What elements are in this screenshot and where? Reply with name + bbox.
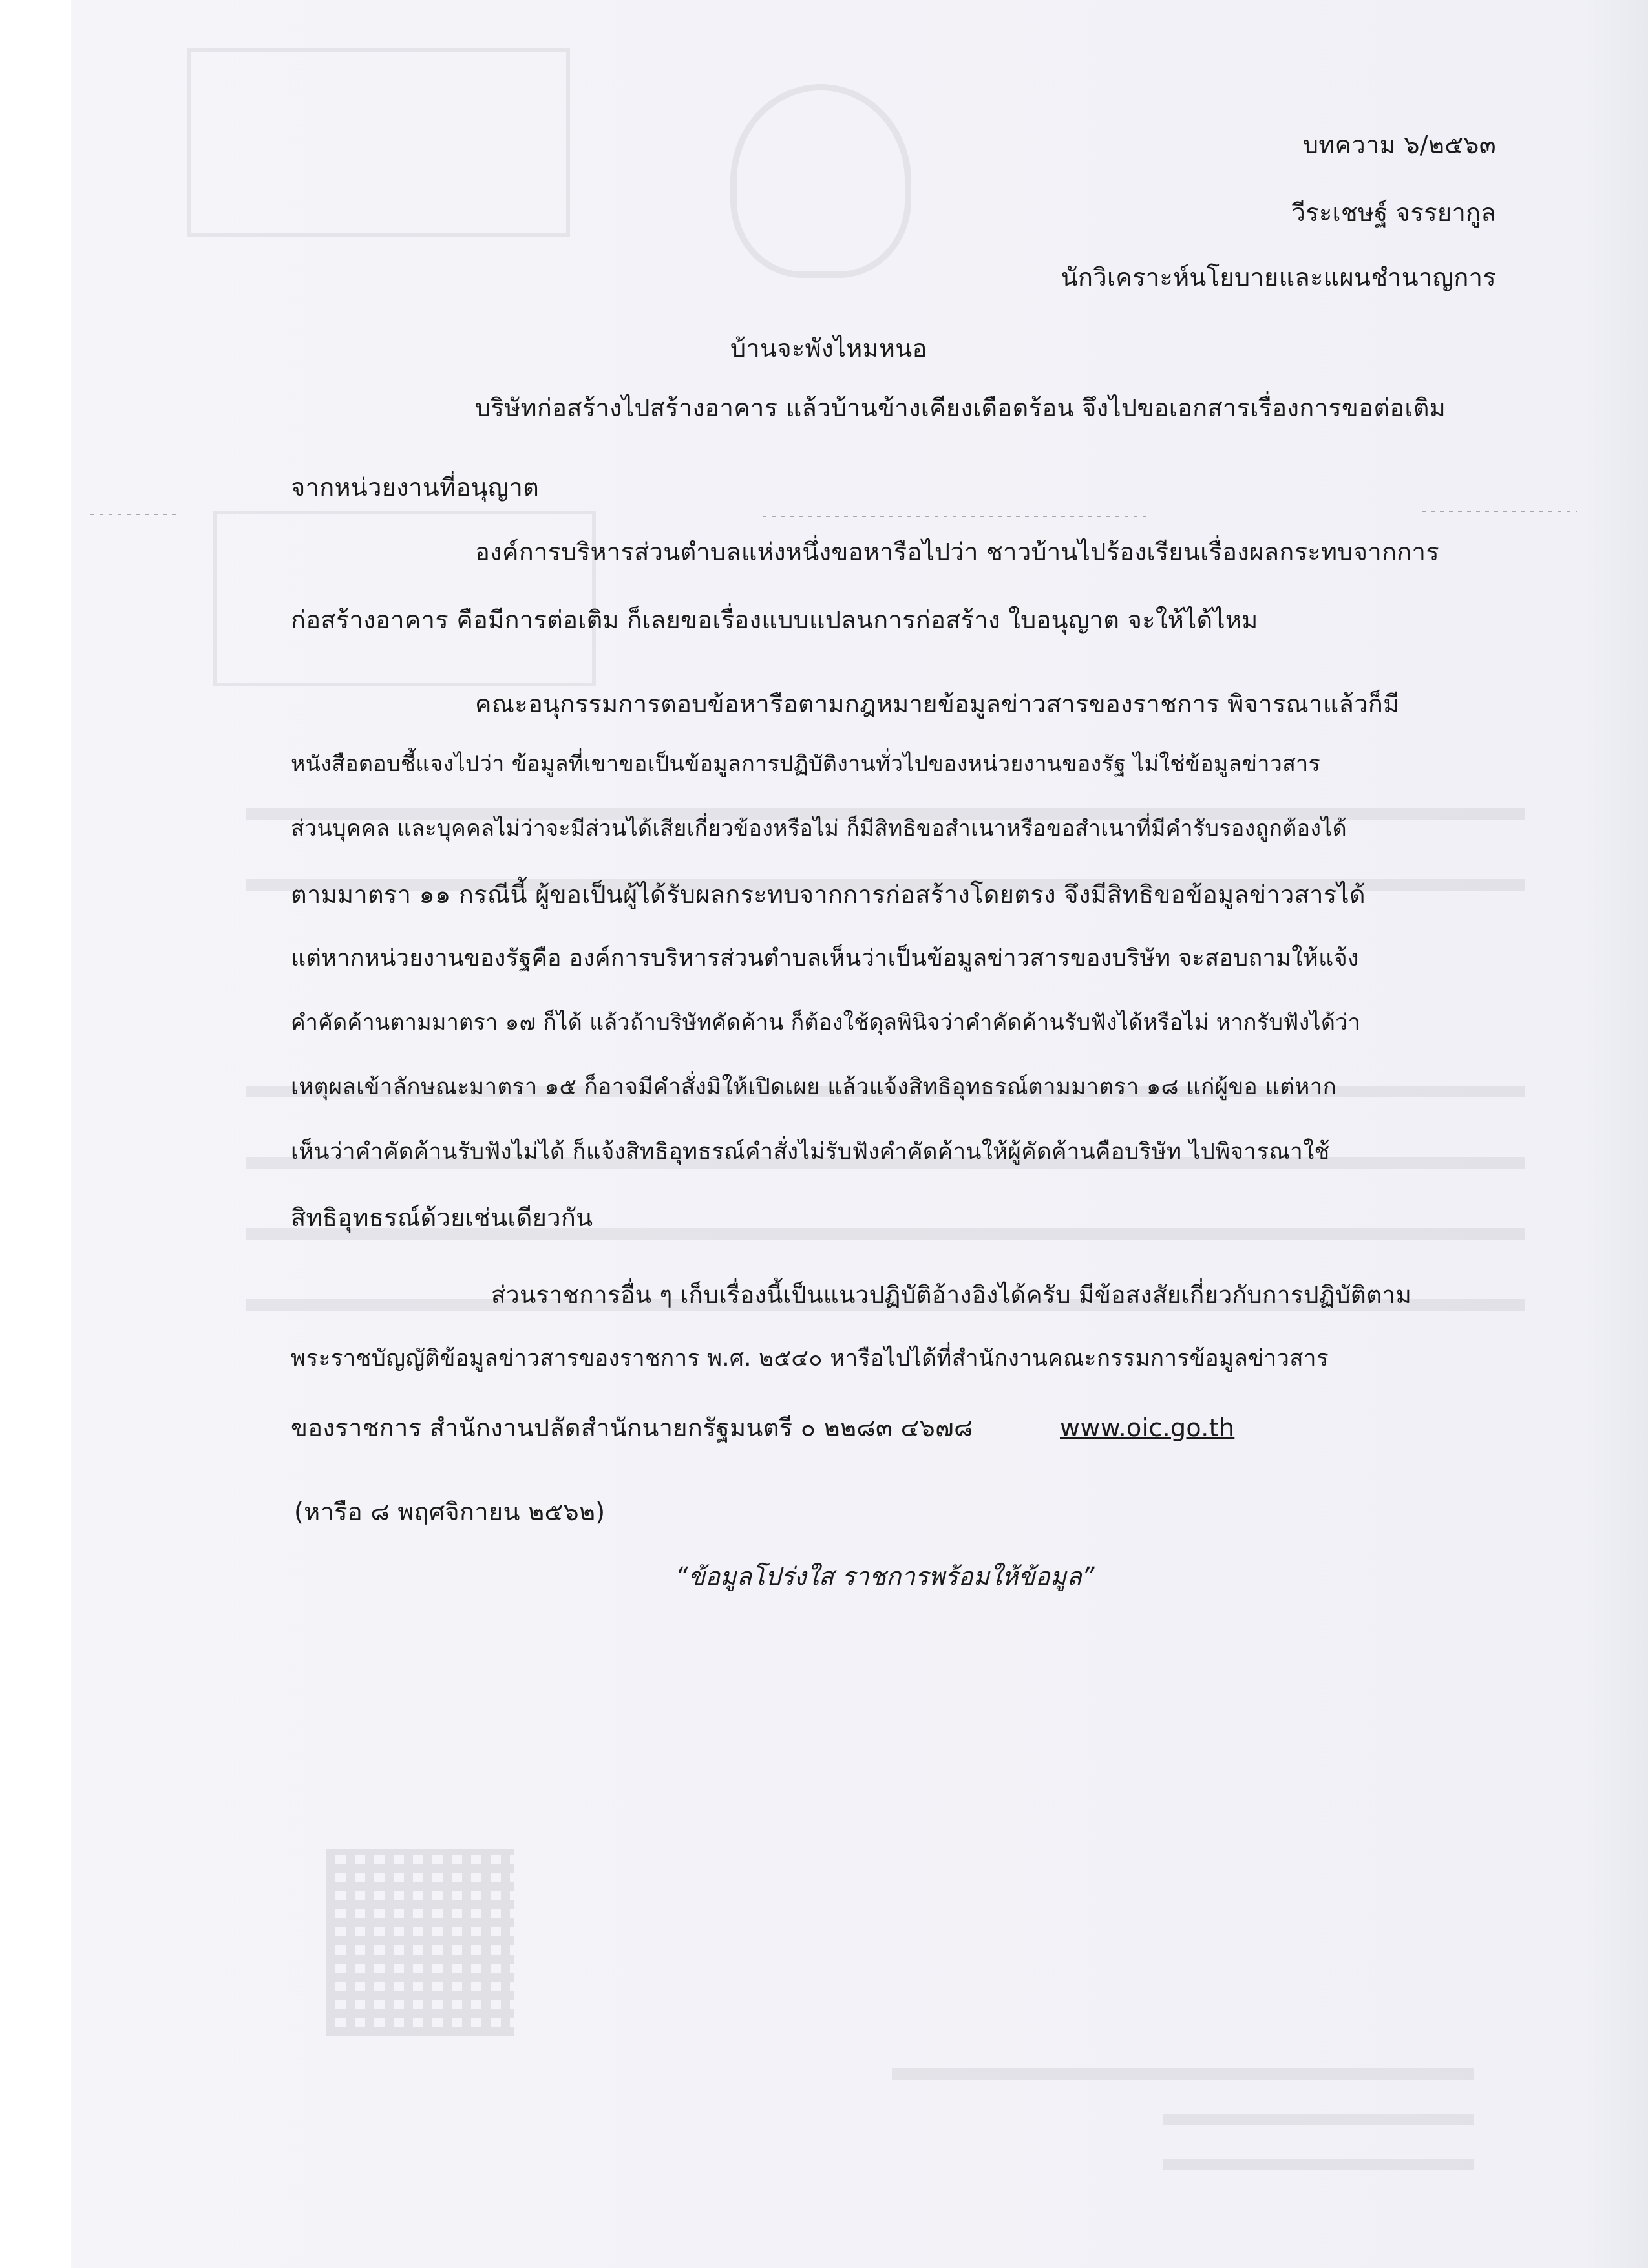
- body-line: เห็นว่าคำคัดค้านรับฟังไม่ได้ ก็แจ้งสิทธิอุทธรณ์คำสั่งไม่รับฟังคำคัดค้านให้ผู้คัดค้านคือบริษัท ไปพิจารณาใช้: [291, 1139, 1330, 1165]
- body-line: จากหน่วยงานที่อนุญาต: [291, 473, 540, 502]
- body-line: ก่อสร้างอาคาร คือมีการต่อเติม ก็เลยขอเรื่องแบบแปลนการก่อสร้าง ใบอนุญาต จะให้ได้ไหม: [291, 606, 1258, 634]
- bleed-through-qr-code: [326, 1849, 514, 2036]
- bleed-through-line: [1163, 2159, 1474, 2170]
- body-line: เหตุผลเข้าลักษณะมาตรา ๑๕ ก็อาจมีคำสั่งมิให้เปิดเผย แล้วแจ้งสิทธิอุทธรณ์ตามมาตรา ๑๘ แก่ผู้ขอ แต่หาก: [291, 1074, 1337, 1100]
- page-left-margin: [0, 0, 71, 2268]
- author-name: วีระเชษฐ์ จรรยากูล: [1291, 198, 1496, 227]
- body-line: แต่หากหน่วยงานของรัฐคือ องค์การบริหารส่วนตำบลเห็นว่าเป็นข้อมูลข่าวสารของบริษัท จะสอบถามให้แจ้ง: [291, 945, 1359, 971]
- scan-artifact: [1422, 511, 1577, 512]
- bleed-through-line: [1163, 2114, 1474, 2125]
- bleed-through-emblem: [730, 84, 911, 278]
- bleed-through-stamp-2: [213, 511, 596, 686]
- bleed-through-line: [892, 2068, 1474, 2080]
- body-line: หนังสือตอบชี้แจงไปว่า ข้อมูลที่เขาขอเป็นข้อมูลการปฏิบัติงานทั่วไปของหน่วยงานของรัฐ ไม่ใช่ข้อมูลข่าวสาร: [291, 751, 1321, 777]
- body-line: ตามมาตรา ๑๑ กรณีนี้ ผู้ขอเป็นผู้ได้รับผลกระทบจากการก่อสร้างโดยตรง จึงมีสิทธิขอข้อมูลข่าวสารได้: [291, 880, 1366, 909]
- article-title: บ้านจะพังไหมหนอ: [730, 334, 927, 363]
- article-number: บทความ ๖/๒๕๖๓: [1302, 131, 1496, 159]
- body-line: พระราชบัญญัติข้อมูลข่าวสารของราชการ พ.ศ. ๒๕๔๐ หารือไปได้ที่สำนักงานคณะกรรมการข้อมูลข่าวสาร: [291, 1346, 1329, 1372]
- date-note: (หารือ ๘ พฤศจิกายน ๒๕๖๒): [294, 1498, 606, 1526]
- body-line: บริษัทก่อสร้างไปสร้างอาคาร แล้วบ้านข้างเคียงเดือดร้อน จึงไปขอเอกสารเรื่องการขอต่อเติม: [475, 394, 1446, 422]
- body-line: คำคัดค้านตามมาตรา ๑๗ ก็ได้ แล้วถ้าบริษัทคัดค้าน ก็ต้องใช้ดุลพินิจว่าคำคัดค้านรับฟังได้หรือไม่ หากรับฟังได้ว่า: [291, 1010, 1361, 1035]
- body-line: สิทธิอุทธรณ์ด้วยเช่นเดียวกัน: [291, 1203, 593, 1232]
- body-line: องค์การบริหารส่วนตำบลแห่งหนึ่งขอหารือไปว่า ชาวบ้านไปร้องเรียนเรื่องผลกระทบจากการ: [475, 538, 1439, 566]
- slogan: “ข้อมูลโปร่งใส ราชการพร้อมให้ข้อมูล”: [675, 1562, 1095, 1591]
- website-link[interactable]: www.oic.go.th: [1060, 1414, 1235, 1442]
- bleed-through-stamp: [187, 48, 570, 237]
- scan-artifact: [90, 514, 181, 515]
- body-line: ของราชการ สำนักงานปลัดสำนักนายกรัฐมนตรี ๐ ๒๒๘๓ ๔๖๗๘: [291, 1414, 973, 1442]
- body-line: ส่วนราชการอื่น ๆ เก็บเรื่องนี้เป็นแนวปฏิบัติอ้างอิงได้ครับ มีข้อสงสัยเกี่ยวกับการปฏิบัติตาม: [491, 1281, 1412, 1309]
- body-line: คณะอนุกรรมการตอบข้อหารือตามกฎหมายข้อมูลข่าวสารของราชการ พิจารณาแล้วก็มี: [475, 690, 1400, 718]
- author-title: นักวิเคราะห์นโยบายและแผนชำนาญการ: [1061, 263, 1496, 291]
- scan-artifact: [763, 516, 1150, 517]
- body-line: ส่วนบุคคล และบุคคลไม่ว่าจะมีส่วนได้เสียเกี่ยวข้องหรือไม่ ก็มีสิทธิขอสำเนาหรือขอสำเนาที่มีคำรับรองถูกต้องได้: [291, 816, 1347, 842]
